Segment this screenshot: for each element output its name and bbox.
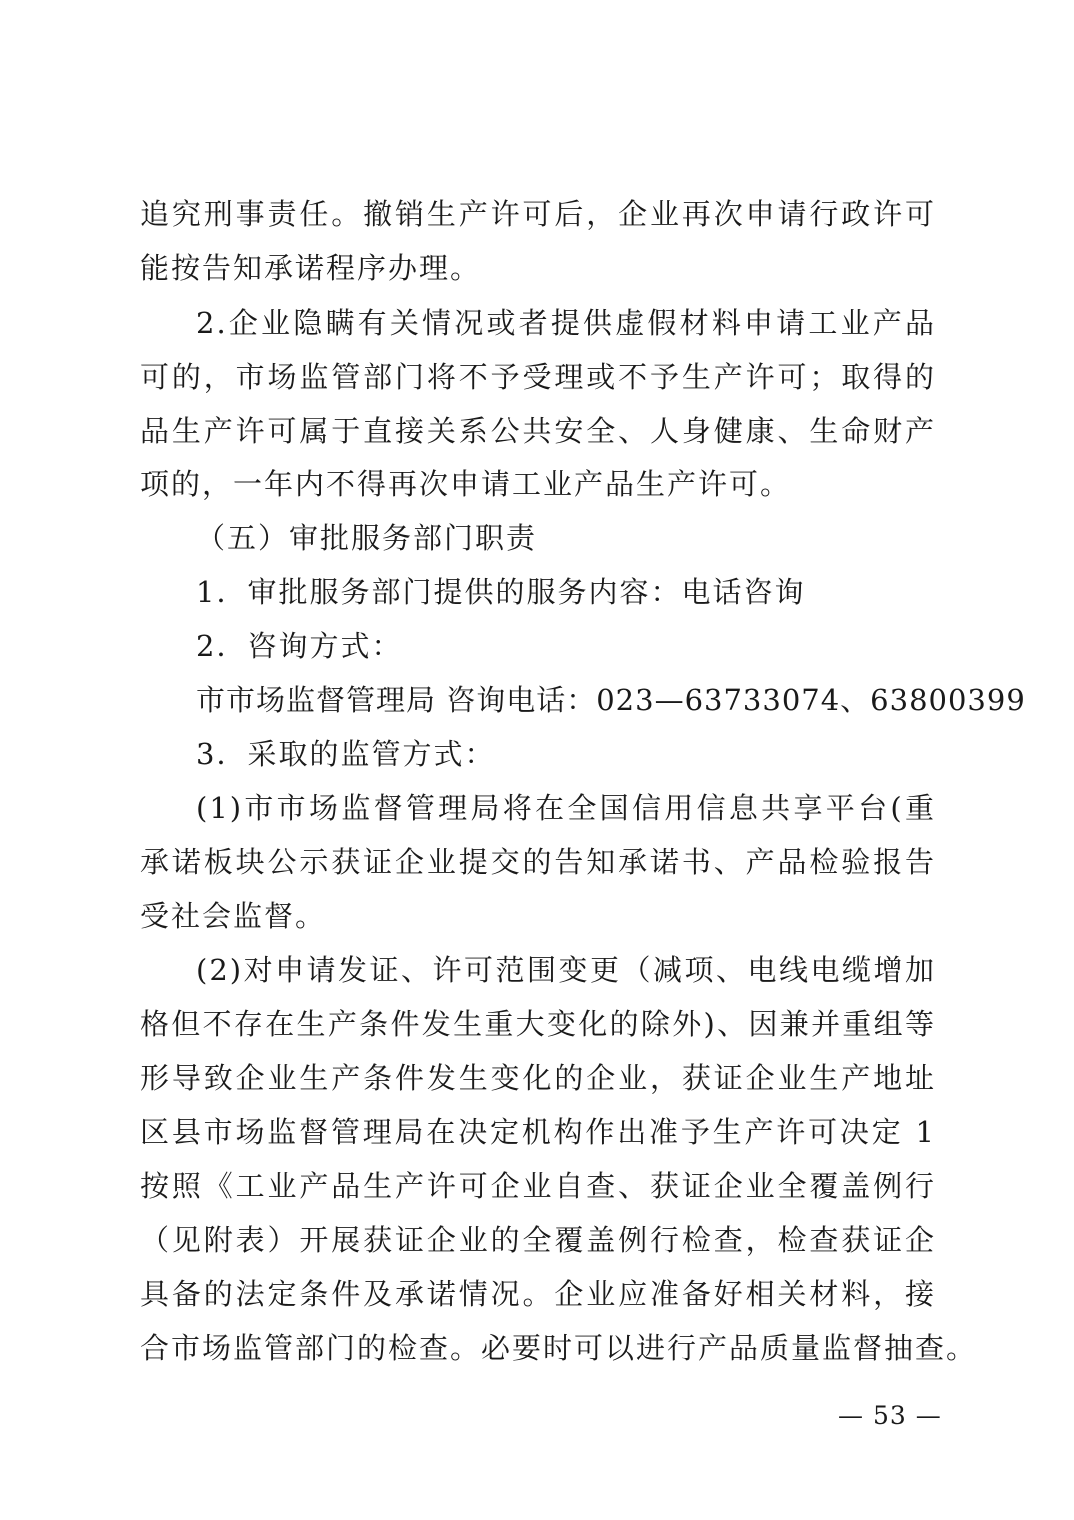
body-text-line: （见附表）开展获证企业的全覆盖例行检查，检查获证企 (140, 1223, 936, 1257)
body-text-line: 追究刑事责任。撤销生产许可后，企业再次申请行政许可 (140, 197, 936, 231)
body-text-line: 2.企业隐瞒有关情况或者提供虚假材料申请工业产品 (196, 306, 936, 340)
section-heading: （五）审批服务部门职责 (196, 521, 538, 555)
list-item: 3．采取的监管方式： (196, 737, 496, 771)
body-text-line: 可的，市场监管部门将不予受理或不予生产许可；取得的 (140, 360, 936, 394)
body-text-line: 格但不存在生产条件发生重大变化的除外)、因兼并重组等 (140, 1007, 936, 1041)
body-text-line: 品生产许可属于直接关系公共安全、人身健康、生命财产 (140, 414, 936, 448)
body-text-line: 承诺板块公示获证企业提交的告知承诺书、产品检验报告 (140, 845, 936, 879)
page-number: — 53 — (838, 1401, 942, 1430)
body-text-line: 区县市场监督管理局在决定机构作出准予生产许可决定 1 (140, 1115, 936, 1149)
body-text-line: 具备的法定条件及承诺情况。企业应准备好相关材料，接 (140, 1277, 936, 1311)
body-text-line: 按照《工业产品生产许可企业自查、获证企业全覆盖例行 (140, 1169, 936, 1203)
list-item: 2．咨询方式： (196, 629, 403, 663)
body-text-line: 项的，一年内不得再次申请工业产品生产许可。 (140, 467, 792, 501)
body-text-line: (1)市市场监督管理局将在全国信用信息共享平台(重 (196, 791, 936, 825)
body-text-line: 受社会监督。 (140, 899, 327, 933)
body-text-line: 能按告知承诺程序办理。 (140, 251, 482, 285)
body-text-line: (2)对申请发证、许可范围变更（减项、电线电缆增加 (196, 953, 936, 987)
list-item: 1．审批服务部门提供的服务内容：电话咨询 (196, 575, 806, 609)
body-text-line: 形导致企业生产条件发生变化的企业，获证企业生产地址 (140, 1061, 936, 1095)
body-text-line: 合市场监管部门的检查。必要时可以进行产品质量监督抽查。 (140, 1331, 978, 1365)
contact-line: 市市场监督管理局 咨询电话：023—63733074、63800399 (196, 683, 1026, 717)
